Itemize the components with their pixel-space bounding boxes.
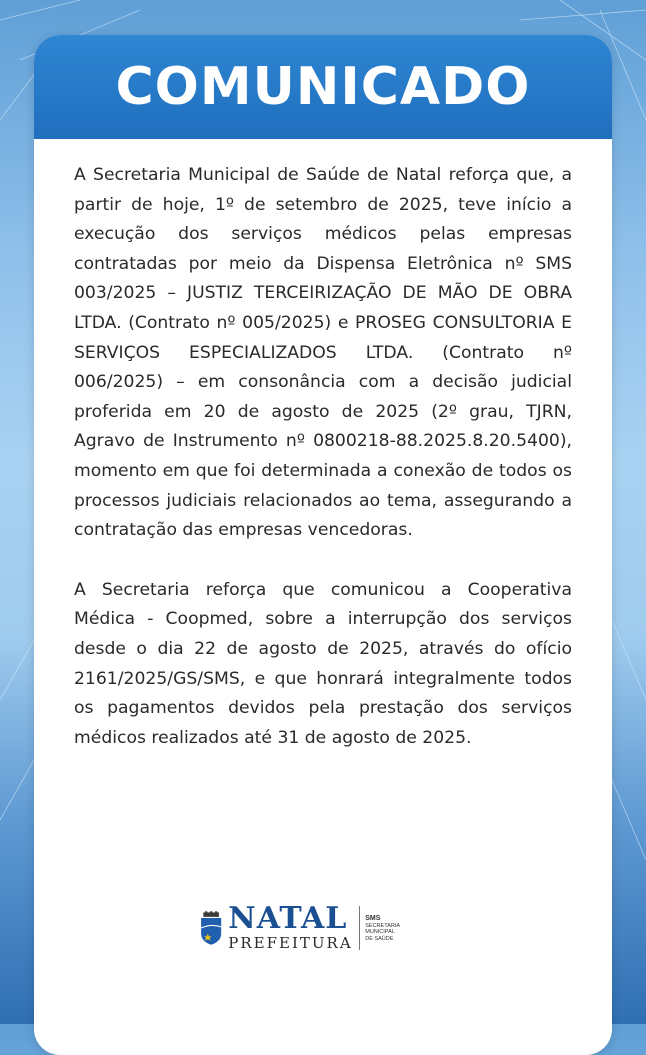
sms-line-2: MUNICIPAL [365, 929, 395, 936]
sms-abbr: SMS [365, 914, 381, 922]
notice-body [34, 139, 612, 753]
notice-header [34, 35, 612, 139]
sms-line-1: SECRETARIA [365, 922, 400, 929]
logo-subtitle: PREFEITURA [228, 934, 353, 952]
paragraph-2: A Secretaria reforça que comunicou a Cooperativa Médica - Coopmed, sobre a interrupção dos serviços desde o dia 22 de agosto de 2025, através do ofício 2161/2025/GS/SMS, e que honrará integralmente todos os pagamentos devidos pela prestação dos serviços médicos realizados até 31 de agosto de 2025. [74, 579, 572, 748]
shield-star-icon [200, 898, 222, 958]
notice-title: COMUNICADO [115, 57, 531, 117]
sms-line-3: DE SAÚDE [365, 935, 394, 942]
sms-label [365, 914, 400, 943]
paragraph-1: A Secretaria Municipal de Saúde de Natal reforça que, a partir de hoje, 1º de setembro de 2025, teve início a execução dos serviços médicos pelas empresas contratadas por meio da Dispensa Eletrônica nº SMS 003/2025 – JUSTIZ TERCEIRIZAÇÃO DE MÃO DE OBRA LTDA. (Contrato nº 005/2025) e PROSEG CONSULTORIA E SERVIÇOS ESPECIALIZADOS LTDA. (Contrato nº 006/2025) – em consonância com a decisão judicial proferida em 20 de agosto de 2025 (2º grau, TJRN, Agravo de Instrumento nº 0800218-88.2025.8.20.5400), momento em que foi determinada a conexão de todos os processos judiciais relacionados ao tema, assegurando a contratação das empresas vencedoras. [74, 165, 572, 541]
logo-name: NATAL [228, 901, 348, 936]
prefeitura-natal-logo [200, 896, 400, 960]
logo-separator [359, 906, 360, 950]
